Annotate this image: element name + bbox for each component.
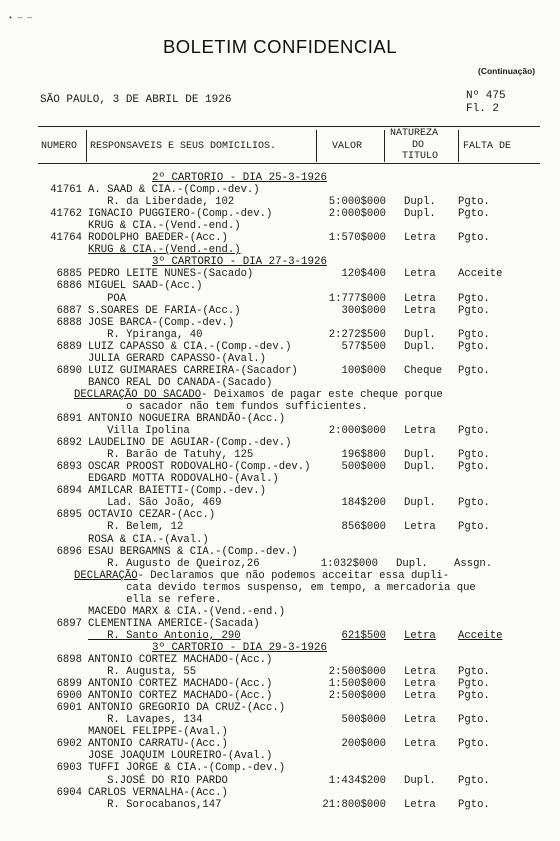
entry-text: PEDRO LEITE NUNES-(Sacado) [88, 268, 254, 281]
document-title: BOLETIM CONFIDENCIAL [162, 36, 398, 57]
entry-title-type: Dupl. [404, 461, 436, 474]
entry-value: 120$400 [341, 268, 386, 281]
entry-text: OSCAR PROOST RODOVALHO-(Comp.-dev.) [88, 461, 311, 474]
entry-text: LUIZ CAPASSO & CIA.-(Comp.-dev.) [88, 340, 292, 353]
entry-value: 21:800$000 [322, 798, 386, 811]
entry-number: 6902 [56, 738, 82, 751]
entry-value: 2:000$000 [328, 425, 386, 438]
entry-value: 196$800 [341, 449, 386, 462]
entry-text: KRUG & CIA.-(Vend.-end.) [88, 244, 241, 257]
continuation-label: (Continuação) [478, 66, 536, 76]
entry-value: 577$500 [341, 340, 386, 353]
entry-text: ESAU BERGAMNS & CIA.-(Comp.-dev.) [88, 545, 298, 558]
column-divider-3 [384, 130, 385, 162]
entry-text: R. Augusta, 55 [88, 666, 197, 679]
header-numero: NUMERO [41, 141, 78, 152]
header-falta: FALTA DE [463, 141, 512, 152]
header-bottom-rule [38, 163, 540, 164]
corner-marks: • — — [8, 14, 33, 23]
entry-reason: Pgto. [458, 738, 490, 751]
entry-text: ella se refere. [88, 593, 222, 606]
entry-text: R. Santo Antonio, 290 [88, 629, 241, 642]
entry-reason: Pgto. [458, 196, 490, 209]
header-valor: VALOR [332, 141, 363, 152]
entry-text: LAUDELINO DE AGUIAR-(Comp.-dev.) [88, 437, 292, 450]
entry-reason: Pgto. [458, 449, 490, 462]
entry-number: 6900 [56, 690, 82, 703]
header-natureza-2: DO [412, 140, 425, 151]
entry-text: R. Lavapes, 134 [88, 714, 203, 727]
entry-title-type: Letra [404, 268, 436, 281]
entry-title-type: Letra [404, 292, 436, 305]
entry-value: 300$000 [341, 304, 386, 317]
entry-text: TUFFI JORGE & CIA.-(Comp.-dev.) [88, 762, 286, 775]
entry-text: ANTONIO CORTEZ MACHADO-(Acc.) [88, 690, 273, 703]
entry-text: S.JOSÉ DO RIO PARDO [88, 774, 228, 787]
entry-text: R. Sorocabanos,147 [88, 798, 222, 811]
entry-text: ANTONIO NOGUEIRA BRANDÃO-(Acc.) [88, 413, 286, 425]
entry-reason: Acceite [458, 629, 503, 642]
entry-text: cata devido termos suspenso, em tempo, a mercadoria que [88, 581, 476, 594]
entry-reason: Acceite [458, 268, 503, 281]
entry-value: 2:272$500 [328, 328, 386, 341]
entry-title-type: Letra [404, 304, 436, 317]
entry-text: R. da Liberdade, 102 [88, 196, 235, 209]
entry-text: POA [88, 292, 127, 305]
entry-text: JULIA GERARD CAPASSO-(Aval.) [88, 352, 267, 365]
entry-title-type: Letra [404, 521, 436, 534]
entry-reason: Pgto. [458, 304, 490, 317]
column-divider-4 [458, 130, 459, 162]
entry-value: 1:777$000 [328, 292, 386, 305]
entry-number: 6904 [56, 786, 82, 799]
entry-title-type: Dupl. [404, 340, 436, 353]
entry-value: 500$000 [341, 461, 386, 474]
entry-title-type: Letra [404, 738, 436, 751]
entry-reason: Pgto. [458, 714, 490, 727]
entry-reason: Pgto. [458, 425, 490, 438]
entry-number: 41764 [50, 232, 82, 245]
entry-text: RODOLPHO BAEDER-(Acc.) [88, 232, 228, 245]
entry-text: MANOEL FELIPPE-(Aval.) [88, 726, 228, 739]
entry-reason: Pgto. [458, 666, 490, 679]
entry-title-type: Dupl. [404, 208, 436, 221]
entry-text: A. SAAD & CIA.-(Comp.-dev.) [88, 184, 260, 197]
entry-text: S.SOARES DE FARIA-(Acc.) [88, 304, 241, 317]
entry-text: R. Augusto de Queiroz,26 [88, 557, 260, 570]
entry-text: EDGARD MOTTA RODOVALHO-(Aval.) [88, 473, 279, 486]
entry-title-type: Dupl. [404, 449, 436, 462]
entry-value: 5:000$000 [328, 196, 386, 209]
entry-text: CARLOS VERNALHA-(Acc.) [88, 786, 228, 799]
entry-text: CLEMENTINA AMERICE-(Sacada) [88, 617, 260, 630]
entry-title-type: Dupl. [396, 557, 428, 570]
entry-number: 6885 [56, 268, 82, 281]
entry-number: 41761 [50, 184, 82, 197]
entry-number: 6903 [56, 762, 82, 775]
entry-number: 6894 [56, 485, 82, 498]
entry-value: 184$200 [341, 497, 386, 510]
entry-number: 6899 [56, 678, 82, 691]
entry-reason: Pgto. [458, 521, 490, 534]
entry-reason: Pgto. [458, 364, 490, 377]
entry-value: 2:500$000 [328, 690, 386, 703]
entry-title-type: Letra [404, 714, 436, 727]
entry-number: 6887 [56, 304, 82, 317]
entry-value: 1:434$200 [328, 774, 386, 787]
entry-text: KRUG & CIA.-(Vend.-end.) [88, 220, 241, 233]
entry-value: 200$000 [341, 738, 386, 751]
entry-number: 6896 [56, 545, 82, 558]
entry-value: 856$000 [341, 521, 386, 534]
entry-value: 1:570$000 [328, 232, 386, 245]
entry-number: 6897 [56, 617, 82, 630]
entry-reason: Assgn. [454, 557, 493, 570]
entry-text: o sacador não tem fundos sufficientes. [88, 400, 368, 413]
section-heading: 3º CARTORIO - DIA 27-3-1926 [152, 256, 327, 269]
sheet-number: Fl. 2 [466, 103, 500, 115]
header-responsaveis: RESPONSAVEIS E SEUS DOMICILIOS. [90, 141, 277, 152]
entry-reason: Pgto. [458, 461, 490, 474]
entry-title-type: Dupl. [404, 328, 436, 341]
entry-text: ANTONIO CORTEZ MACHADO-(Acc.) [88, 678, 273, 691]
entry-text: ANTONIO GREGORIO DA CRUZ-(Acc.) [88, 702, 286, 715]
entry-text: R. Belem, 12 [88, 521, 184, 534]
bulletin-number: Nº 475 [466, 90, 506, 102]
entry-text: R. Ypiranga, 40 [88, 328, 203, 341]
entry-text: DECLARAÇÃO- Declaramos que não podemos acceitar essa dupli- [74, 569, 450, 582]
entry-reason: Pgto. [458, 340, 490, 353]
entry-text: Lad. São João, 469 [88, 497, 222, 510]
entry-value: 2:500$000 [328, 666, 386, 679]
entry-number: 41762 [50, 208, 82, 221]
column-divider-2 [316, 130, 317, 162]
entry-value: 1:032$000 [320, 557, 378, 570]
entry-reason: Pgto. [458, 292, 490, 305]
entry-text: ROSA & CIA.-(Aval.) [88, 533, 209, 546]
entry-number: 6898 [56, 654, 82, 666]
entry-text: MACEDO MARX & CIA.-(Vend.-end.) [88, 605, 286, 618]
column-divider-1 [86, 130, 87, 162]
entry-title-type: Letra [404, 678, 436, 691]
entry-text: ANTONIO CARRATU-(Acc.) [88, 738, 228, 751]
section-heading: 2º CARTORIO - DIA 25-3-1926 [152, 172, 327, 184]
entry-reason: Pgto. [458, 774, 490, 787]
entry-reason: Pgto. [458, 497, 490, 510]
entry-number: 6890 [56, 364, 82, 377]
entry-title-type: Letra [404, 690, 436, 703]
entry-title-type: Dupl. [404, 774, 436, 787]
entry-text: Villa Ipolina [88, 425, 190, 438]
entry-text: LUIZ GUIMARAES CARREIRA-(Sacador) [88, 364, 298, 377]
entry-number: 6888 [56, 316, 82, 329]
entry-text: ANTONIO CORTEZ MACHADO-(Acc.) [88, 654, 273, 666]
entry-title-type: Letra [404, 425, 436, 438]
entry-text: MIGUEL SAAD-(Acc.) [88, 280, 203, 293]
section-heading: 3º CARTORIO - DIA 29-3-1926 [152, 641, 327, 654]
entry-reason: Pgto. [458, 690, 490, 703]
entry-number: 6901 [56, 702, 82, 715]
entry-text: R. Barão de Tatuhy, 125 [88, 449, 254, 462]
header-natureza-3: TITULO [402, 151, 439, 162]
entry-reason: Pgto. [458, 798, 490, 811]
place-date: SÃO PAULO, 3 DE ABRIL DE 1926 [40, 94, 232, 106]
entry-reason: Pgto. [458, 678, 490, 691]
entry-number: 6891 [56, 413, 82, 425]
entry-text: DECLARAÇÃO DO SACADO- Deixamos de pagar este cheque porque [74, 388, 443, 401]
entry-reason: Pgto. [458, 328, 490, 341]
entry-text: OCTAVIO CEZAR-(Acc.) [88, 509, 216, 522]
entry-text: IGNACIO PUGGIERO-(Comp.-dev.) [88, 208, 273, 221]
header-top-rule [38, 126, 540, 127]
entry-reason: Pgto. [458, 208, 490, 221]
entry-title-type: Letra [404, 666, 436, 679]
entry-text: JOSE BARCA-(Comp.-dev.) [88, 316, 235, 329]
entry-value: 100$000 [341, 364, 386, 377]
entry-title-type: Dupl. [404, 196, 436, 209]
entry-value: 621$500 [341, 629, 386, 642]
entry-text: JOSE JOAQUIM LOUREIRO-(Aval.) [88, 750, 273, 763]
entry-number: 6886 [56, 280, 82, 293]
entry-title-type: Dupl. [404, 497, 436, 510]
entry-value: 2:000$000 [328, 208, 386, 221]
entry-title-type: Cheque [404, 364, 443, 377]
entry-number: 6895 [56, 509, 82, 522]
entry-reason: Pgto. [458, 232, 490, 245]
header-natureza-1: NATUREZA [390, 128, 439, 139]
entry-title-type: Letra [404, 798, 436, 811]
entry-number: 6892 [56, 437, 82, 450]
entry-title-type: Letra [404, 629, 436, 642]
entry-number: 6889 [56, 340, 82, 353]
entry-title-type: Letra [404, 232, 436, 245]
entry-value: 1:500$000 [328, 678, 386, 691]
entry-text: AMILCAR BAIETTI-(Comp.-dev.) [88, 485, 267, 498]
entry-value: 500$000 [341, 714, 386, 727]
entry-text: BANCO REAL DO CANADA-(Sacado) [88, 376, 273, 389]
entry-number: 6893 [56, 461, 82, 474]
